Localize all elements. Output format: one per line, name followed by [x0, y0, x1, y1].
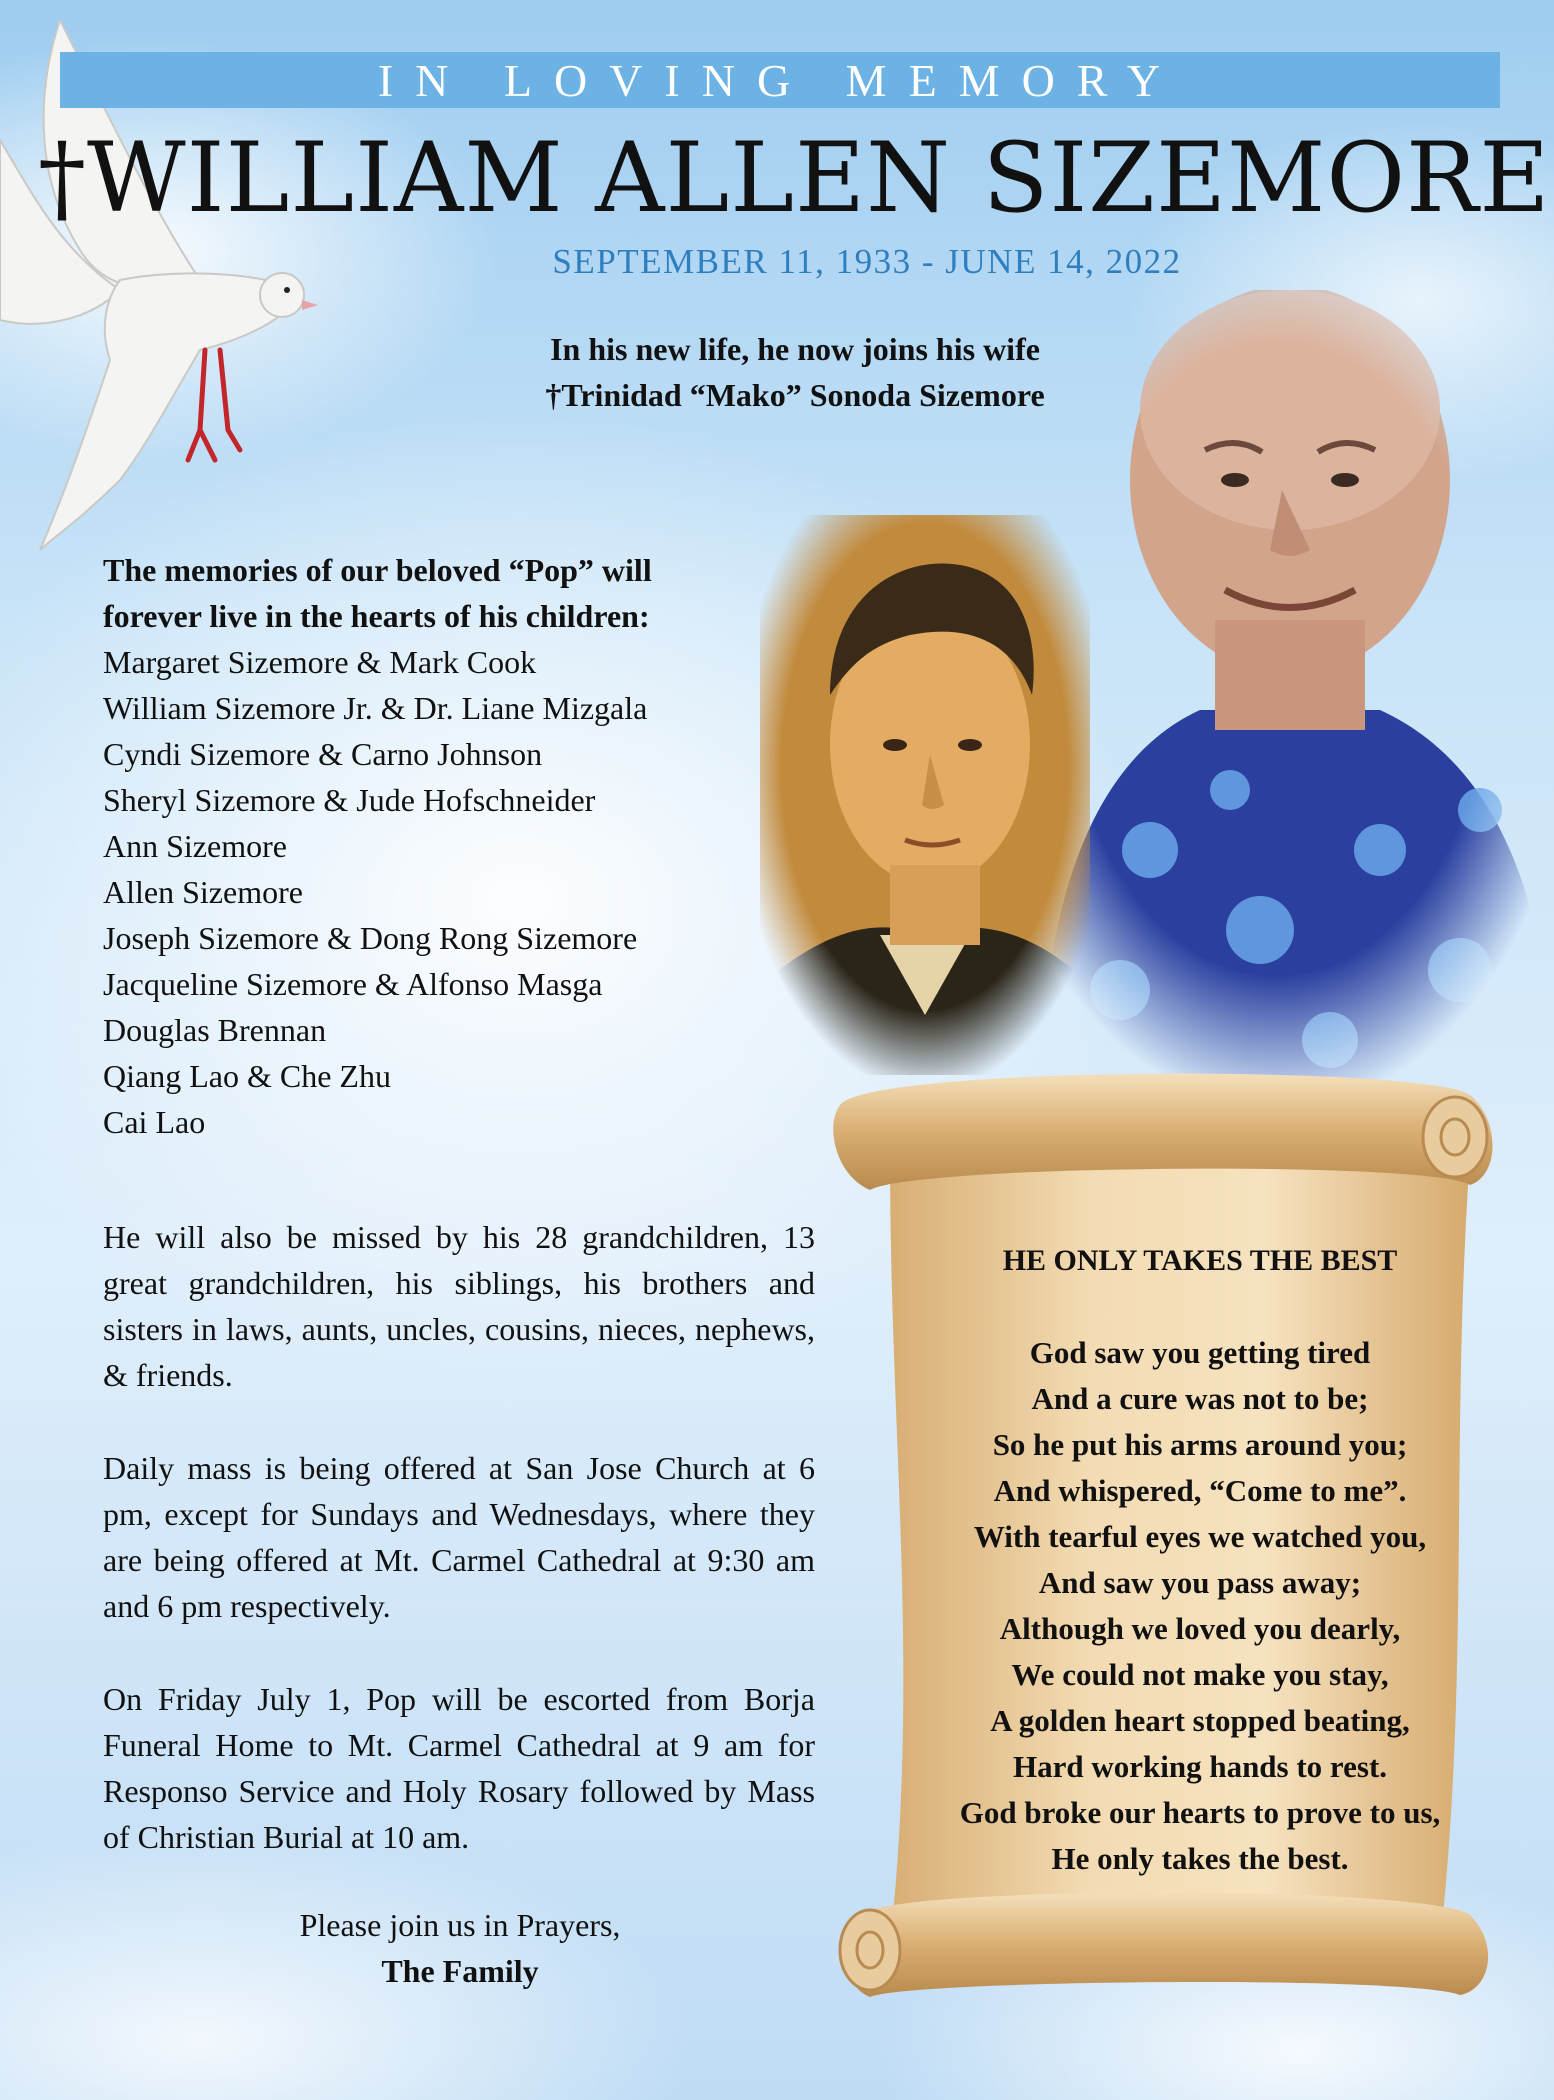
children-intro-2: forever live in the hearts of his children: — [103, 598, 650, 634]
list-item: Qiang Lao & Che Zhu — [103, 1058, 391, 1094]
daily-mass-paragraph: Daily mass is being offered at San Jose Church at 6 pm, except for Sundays and Wednesdays, where they are being offered at Mt. Carmel Cathedral at 9:30 am and 6 pm respectively. — [103, 1450, 815, 1624]
poem-line: Although we loved you dearly, — [999, 1611, 1401, 1646]
in-loving-memory-banner: IN LOVING MEMORY — [60, 52, 1500, 108]
children-list — [103, 547, 803, 1145]
closing — [190, 1902, 730, 1994]
list-item: Margaret Sizemore & Mark Cook — [103, 644, 537, 680]
list-item: Sheryl Sizemore & Jude Hofschneider — [103, 782, 596, 818]
poem-line: And saw you pass away; — [1038, 1565, 1362, 1600]
poem-line: And a cure was not to be; — [1031, 1381, 1369, 1416]
poem-line: A golden heart stopped beating, — [990, 1703, 1410, 1738]
list-item: Cai Lao — [103, 1104, 206, 1140]
grandchildren-paragraph: He will also be missed by his 28 grandchildren, 13 great grandchildren, his siblings, his brothers and sisters in laws, aunts, uncles, cousins, nieces, nephews, & friends. — [103, 1219, 815, 1393]
poem-title: HE ONLY TAKES THE BEST — [1002, 1244, 1398, 1277]
funeral-schedule-paragraph: On Friday July 1, Pop will be escorted from Borja Funeral Home to Mt. Carmel Cathedral at 9 am for Responso Service and Holy Rosary followed by Mass of Christian Burial at 10 am. — [103, 1681, 815, 1855]
wife-line-2: †Trinidad “Mako” Sonoda Sizemore — [545, 377, 1045, 413]
list-item: Ann Sizemore — [103, 828, 287, 864]
poem-line: God broke our hearts to prove to us, — [959, 1795, 1441, 1830]
closing-line: Please join us in Prayers, — [299, 1907, 621, 1943]
portrait-young-photo — [760, 515, 1090, 1075]
list-item: William Sizemore Jr. & Dr. Liane Mizgala — [103, 690, 648, 726]
poem-line: He only takes the best. — [1051, 1841, 1349, 1876]
deceased-name: †WILLIAM ALLEN SIZEMORE — [38, 122, 1551, 234]
poem-line: So he put his arms around you; — [992, 1427, 1408, 1462]
poem-line: We could not make you stay, — [1011, 1657, 1389, 1692]
poem-line: Hard working hands to rest. — [1012, 1749, 1388, 1784]
list-item: Joseph Sizemore & Dong Rong Sizemore — [103, 920, 638, 956]
list-item: Cyndi Sizemore & Carno Johnson — [103, 736, 543, 772]
children-intro-1: The memories of our beloved “Pop” will — [103, 552, 652, 588]
list-item: Allen Sizemore — [103, 874, 303, 910]
list-item: Douglas Brennan — [103, 1012, 327, 1048]
poem-line: God saw you getting tired — [1029, 1335, 1371, 1370]
poem-line: And whispered, “Come to me”. — [993, 1473, 1407, 1508]
list-item: Jacqueline Sizemore & Alfonso Masga — [103, 966, 603, 1002]
poem — [890, 1238, 1510, 1882]
poem-line: With tearful eyes we watched you, — [973, 1519, 1427, 1554]
wife-line-1: In his new life, he now joins his wife — [550, 331, 1040, 367]
closing-signature: The Family — [381, 1953, 539, 1989]
life-dates: SEPTEMBER 11, 1933 - JUNE 14, 2022 — [552, 242, 1182, 281]
